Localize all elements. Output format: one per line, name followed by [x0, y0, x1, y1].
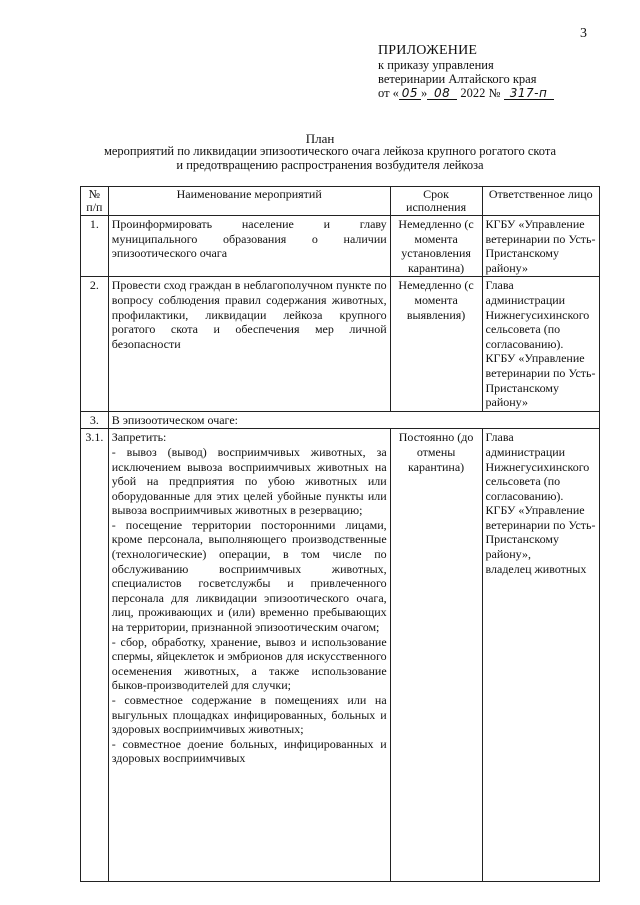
list-item: - посещение территории посторонними лицами, кроме персонала, выполняющего производственные (технологические) операции, в том числе по обслуживанию восприимчивых животных, специалистов госветслужбы и привлеченного персонала для ликвидации эпизоотического очага, лиц, проживающих и (или) временно пребывающих на территории, признанной эпизоотическим очагом; [111, 517, 387, 635]
row-3-name: В эпизоотическом очаге: [108, 411, 599, 429]
row-3-1-responsible [482, 429, 600, 882]
appendix-date-line [378, 86, 554, 100]
appendix-line-1: к приказу управления [378, 58, 494, 72]
row-3-1-responsible-1: Глава администрации Нижнегусихинского сельсовета (по согласованию). [485, 430, 590, 503]
table-row [81, 216, 600, 277]
date-month: 08 [427, 88, 457, 100]
row-2-term: Немедленно (с момента выявления) [390, 277, 482, 411]
appendix-line-2: ветеринарии Алтайского края [378, 72, 537, 86]
table-header-row [81, 187, 600, 216]
table-row [81, 411, 600, 429]
date-year: 2022 № [460, 86, 501, 100]
row-1-name: Проинформировать население и главу муниципального образования о наличии эпизоотического очага [108, 216, 390, 277]
appendix-title: ПРИЛОЖЕНИЕ [378, 43, 478, 58]
row-2-responsible [482, 277, 600, 411]
date-day: 05 [399, 88, 421, 100]
subtitle-line-2: и предотвращению распространения возбудителя лейкоза [176, 158, 484, 172]
row-3-1-responsible-2: КГБУ «Управление ветеринарии по Усть-Пристанскому району», [485, 503, 596, 562]
table-row [81, 277, 600, 411]
row-2-responsible-1: Глава администрации Нижнегусихинского сельсовета (по согласованию). [485, 278, 590, 351]
subtitle-line-1: мероприятий по ликвидации эпизоотического очага лейкоза крупного рогатого скота [103, 144, 557, 158]
list-item: - вывоз (вывод) восприимчивых животных, за исключением вывоза восприимчивых животных на убой на предприятия по убою животных или оборудованные для этих целей убойные пункты или вывоза восприимчивых животных в резервацию; [111, 444, 387, 518]
row-3-1-term: Постоянно (до отмены карантина) [390, 429, 482, 882]
row-1-term: Немедленно (с момента установления карантина) [390, 216, 482, 277]
header-responsible: Ответственное лицо [482, 187, 600, 216]
document-subtitle [90, 144, 570, 172]
row-3-1-responsible-3: владелец животных [485, 561, 587, 576]
row-3-1-num: 3.1. [81, 429, 109, 882]
date-mid: » [420, 86, 428, 100]
row-1-responsible: КГБУ «Управление ветеринарии по Усть-Пристанскому району» [482, 216, 600, 277]
appendix-block [378, 44, 554, 100]
header-term: Срок исполнения [390, 187, 482, 216]
header-num: № п/п [81, 187, 109, 216]
order-number: 317-п [504, 88, 554, 100]
row-2-responsible-2: КГБУ «Управление ветеринарии по Усть-Пристанскому району» [485, 351, 596, 410]
row-2-name: Провести сход граждан в неблагополучном пункте по вопросу соблюдения правил содержания животных, профилактики, ликвидации лейкоза крупного рогатого скота и обеспечения мер личной безопасности [108, 277, 390, 411]
row-3-1-name [108, 429, 390, 882]
list-item: - совместное доение больных, инфицированных и здоровых восприимчивых [111, 736, 387, 766]
date-prefix: от « [378, 86, 399, 100]
row-3-num: 3. [81, 411, 109, 429]
row-3-1-intro: Запретить: [111, 430, 167, 445]
page-number: 3 [580, 26, 587, 41]
document-title: План [305, 131, 335, 146]
table-row [81, 429, 600, 882]
row-2-num: 2. [81, 277, 109, 411]
plan-table [80, 186, 600, 882]
row-1-num: 1. [81, 216, 109, 277]
header-name: Наименование мероприятий [108, 187, 390, 216]
list-item: - сбор, обработку, хранение, вывоз и использование спермы, яйцеклеток и эмбрионов для искусственного осеменения животных, а также использование быков-производителей для случки; [111, 634, 387, 693]
list-item: - совместное содержание в помещениях или на выгульных площадках инфицированных, больных и здоровых восприимчивых животных; [111, 693, 387, 737]
